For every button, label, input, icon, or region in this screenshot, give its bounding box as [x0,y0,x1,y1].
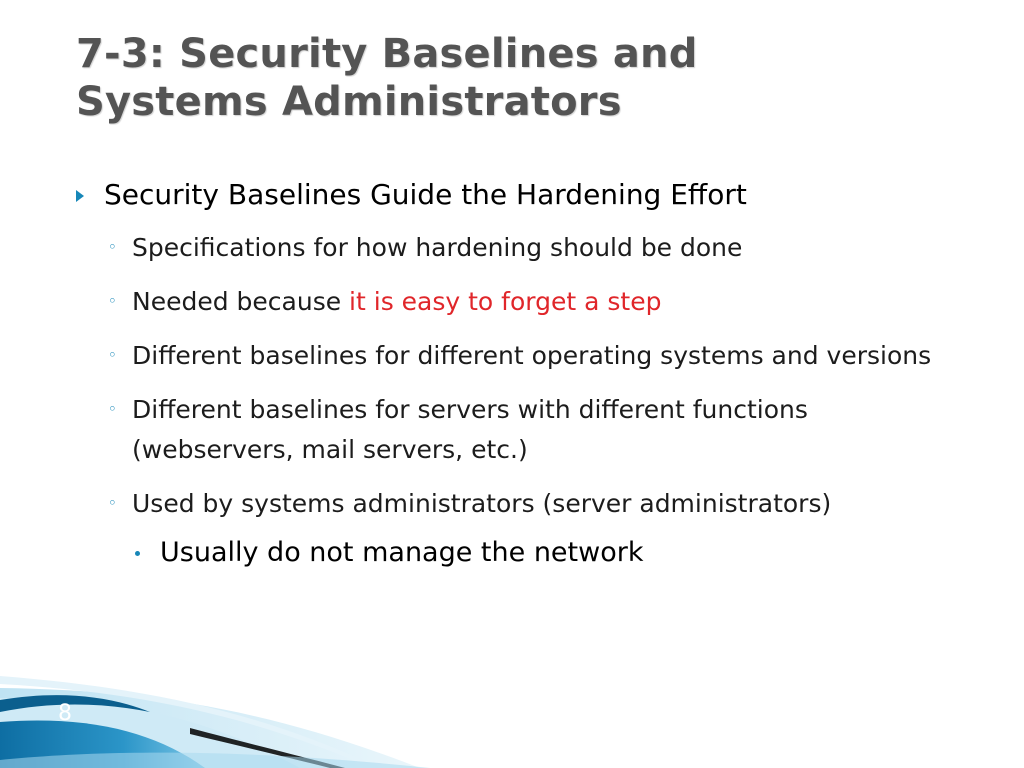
bullet-os-baselines-text: Different baselines for different operating systems and versions [132,341,932,370]
bullet-used-by-admins-text: Used by systems administrators (server administrators) [132,489,832,518]
bullet-server-baselines-text: Different baselines for servers with different functions (webservers, mail servers, etc.) [132,395,808,464]
title-line-2: Systems Administrators [76,79,622,125]
hollow-circle-icon: ◦ [108,346,117,364]
hollow-circle-icon: ◦ [108,238,117,256]
highlighted-phrase: it is easy to forget a step [349,287,662,316]
main-bullet-text: Security Baselines Guide the Hardening Effort [104,178,747,211]
title-line-1: 7-3: Security Baselines and [76,31,698,77]
bullet-needed-because-text: Needed because [132,287,350,316]
slide-number: 8 [58,701,72,726]
bullet-specifications-text: Specifications for how hardening should be done [132,233,743,262]
sub-bullet-network-text: Usually do not manage the network [160,537,644,568]
hollow-circle-icon: ◦ [108,494,117,512]
hollow-circle-icon: ◦ [108,292,117,310]
hollow-circle-icon: ◦ [108,400,117,418]
